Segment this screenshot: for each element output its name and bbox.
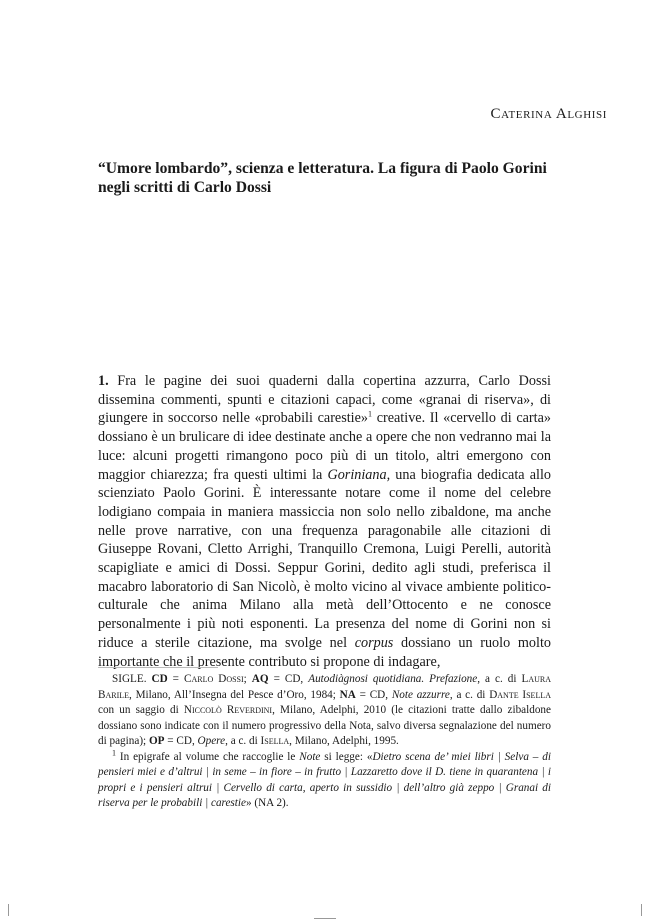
fn-text: , Milano, Adelphi, 1995.	[289, 735, 399, 747]
footnote-divider	[98, 667, 218, 668]
footnote-ref[interactable]: 1	[368, 409, 373, 419]
crop-mark-right	[641, 904, 642, 916]
fn-text: = CD,	[268, 673, 309, 685]
body-text: creative. Il «cervello di carta» dossiano è un brulicare di idee destinate anche a opere che non vedranno mai la luce: alcuni progetti rimangono poco più di un titolo, altri emergono con maggior chiarezza; fra questi ultimi la	[98, 410, 551, 483]
crop-mark-center	[314, 918, 336, 919]
fn-quote: Dietro scena de’ miei libri | Selva – di pensieri miei e d’altrui | in seme – in fiore – in frutto | Lazzaretto dove il D. tiene in quarantena | i propri e i pensieri altrui | Cervello di carta, aperto in sussidio | dell’altro già zeppo | Granai di riserva per le probabili | carestie	[98, 750, 551, 809]
fn-text: si legge: «	[320, 750, 373, 763]
footnote-sigle	[98, 672, 551, 750]
fn-name: Carlo Dossi	[184, 673, 244, 685]
body-text: una biografia dedicata allo scienziato Paolo Gorini. È interessante notare come il nome del celebre lodigiano compaia in maniera massiccia non solo nello zibaldone, ma anche nelle prove narrative, con una frequenza paragonabile alle citazioni di Giuseppe Rovani, Cletto Arrighi, Tranquillo Cremona, Luigi Perelli, autorità scapigliate e amici di Dossi. Seppur Gorini, dedito agli studi, preferisca il macabro laboratorio di San Nicolò, è molto vicino al vivace ambiente politico-culturale che anima Milano alla metà dell’Ottocento e ne conosce personalmente i più noti esponenti. La presenza del nome di Gorini non si riduce a sterile citazione, ma svolge nel	[98, 466, 551, 651]
running-author: Caterina Alghisi	[490, 106, 607, 122]
section-1-paragraph	[98, 372, 551, 671]
fn-text: con un saggio di	[98, 704, 184, 716]
fn-text: , a c. di	[449, 688, 490, 701]
fn-work-title: Note azzurre	[391, 688, 450, 701]
article-title: “Umore lombardo”, scienza e letteratura. La figura di Paolo Gorini negli scritti di Carlo Dossi	[98, 160, 547, 196]
fn-text: , Milano, Adelphi, 2010 (le citazioni tratte dallo zibaldone dossiano sono indicate con il numero progressivo della Nota, salvo diversa segnalazione del numero di pagina);	[98, 704, 551, 747]
fn-work-title: Opere	[197, 735, 226, 747]
fn-name: Isella	[260, 735, 290, 747]
fn-abbr: NA	[339, 688, 356, 701]
body-italic: corpus	[354, 634, 394, 651]
fn-text: =	[167, 673, 184, 685]
fn-abbr: OP	[148, 735, 165, 747]
fn-text: , Milano, All’Insegna del Pesce d’Oro, 1984;	[129, 688, 340, 701]
footnote-marker: 1	[112, 747, 116, 757]
fn-text: In epigrafe al volume che raccoglie le	[116, 750, 300, 763]
crop-mark-left	[8, 904, 9, 916]
fn-abbr: CD	[151, 673, 168, 685]
fn-work-title: Note	[299, 750, 321, 763]
body-italic: Goriniana,	[327, 466, 391, 483]
fn-work-title: Autodiàgnosi quotidiana. Prefazione	[308, 673, 478, 685]
footnote-1	[98, 747, 551, 812]
fn-abbr: AQ	[251, 673, 269, 685]
fn-name: Laura Barile	[98, 673, 552, 701]
fn-text: » (NA 2).	[245, 797, 289, 809]
fn-text: SIGLE.	[112, 673, 152, 685]
fn-text: = CD,	[355, 688, 392, 701]
fn-name: Dante Isella	[489, 688, 551, 701]
section-number: 1.	[98, 373, 109, 389]
body-text: dossiano un ruolo molto importante che il presente contributo si propone di indagare,	[98, 634, 551, 670]
fn-text: , a c. di	[477, 673, 522, 685]
fn-text: = CD,	[164, 735, 198, 747]
fn-text: , a c. di	[225, 735, 261, 747]
fn-text: ;	[243, 673, 252, 685]
body-text: Fra le pagine dei suoi quaderni dalla copertina azzurra, Carlo Dossi dissemina commenti, spunti e citazioni capaci, come «granai di riserva», di giungere in soccorso nelle «probabili carestie»	[98, 373, 551, 427]
fn-name: Niccolò Reverdini	[183, 704, 273, 716]
footnotes	[98, 672, 551, 812]
